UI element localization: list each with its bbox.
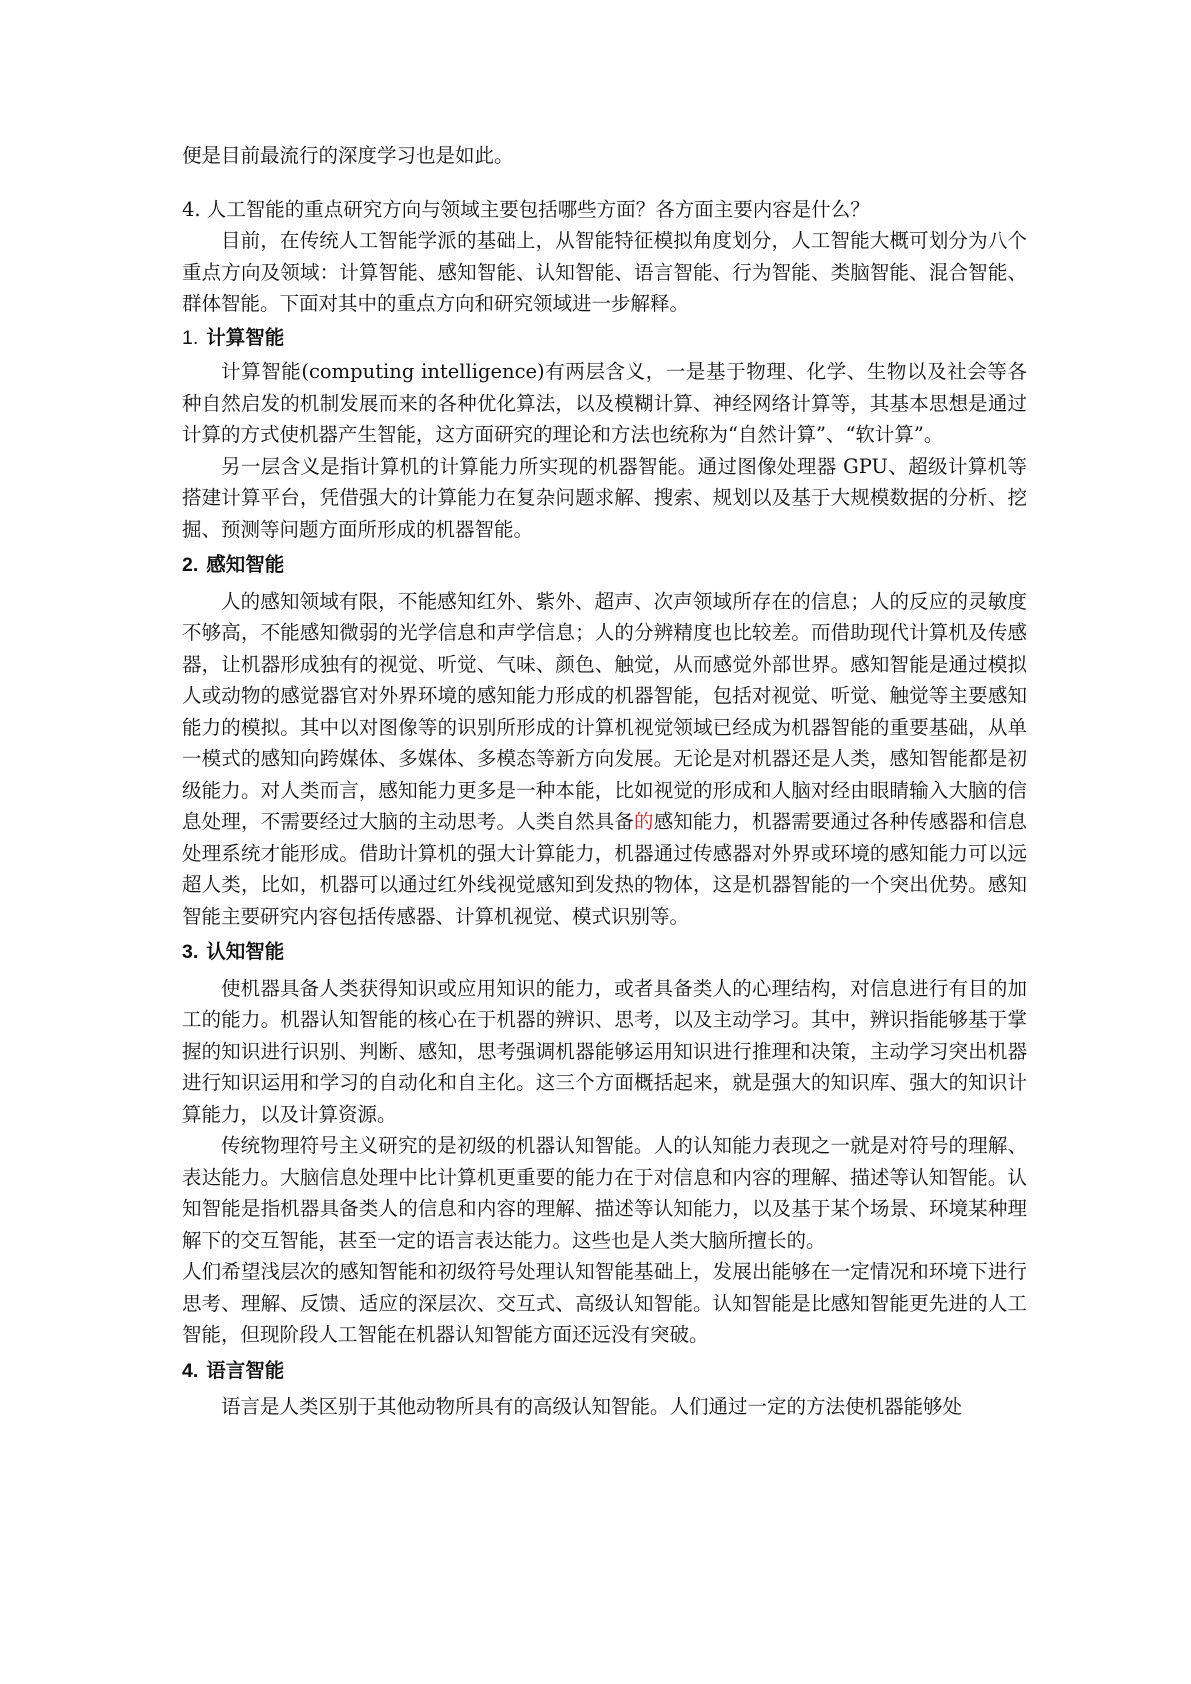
perception-paragraph [182,586,1027,933]
computing-paragraph-1: 计算智能(computing intelligence)有两层含义，一是基于物理、化学、生物以及社会等各种自然启发的机制发展而来的各种优化算法，以及模糊计算、神经网络计算等，其基本思想是通过计算的方式使机器产生智能，这方面研究的理论和方法也统称为“自然计算”、“软计算”。 [182,360,1027,446]
section-number: 2. [182,554,199,576]
section-heading-cognition [182,936,1027,969]
section-heading-computing [182,322,1027,355]
intro-paragraph: 目前，在传统人工智能学派的基础上，从智能特征模拟角度划分，人工智能大概可划分为八个重点方向及领域：计算智能、感知智能、认知智能、语言智能、行为智能、类脑智能、混合智能、群体智能。下面对其中的重点方向和研究领域进一步解释。 [182,229,1027,315]
section-number: 1. [182,326,199,349]
section-title: 感知智能 [206,553,285,576]
paragraph-continuation: 便是目前最流行的深度学习也是如此。 [182,144,514,167]
section-title: 认知智能 [206,940,285,963]
section-title: 语言智能 [206,1358,285,1382]
section-heading-language [182,1355,1027,1388]
section-number: 3. [182,941,199,963]
section-title: 计算智能 [206,325,285,349]
language-paragraph-1: 语言是人类区别于其他动物所具有的高级认知智能。人们通过一定的方法使机器能够处 [221,1395,963,1418]
cognition-paragraph-3: 人们希望浅层次的感知智能和初级符号处理认知智能基础上，发展出能够在一定情况和环境下进行思考、理解、反馈、适应的深层次、交互式、高级认知智能。认知智能是比感知智能更先进的人工智能，但现阶段人工智能在机器认知智能方面还远没有突破。 [182,1260,1027,1346]
perception-text-part-1: 人的感知领域有限，不能感知红外、紫外、超声、次声领域所存在的信息；人的反应的灵敏度不够高，不能感知微弱的光学信息和声学信息；人的分辨精度也比较差。而借助现代计算机及传感器，让机器形成独有的视觉、听觉、气味、颜色、触觉，从而感觉外部世界。感知智能是通过模拟人或动物的感觉器官对外界环境的感知能力形成的机器智能，包括对视觉、听觉、触觉等主要感知能力的模拟。其中以对图像等的识别所形成的计算机视觉领域已经成为机器智能的重要基础，从单一模式的感知向跨媒体、多媒体、多模态等新方向发展。无论是对机器还是人类，感知智能都是初级能力。对人类而言，感知能力更多是一种本能，比如视觉的形成和人脑对经由眼睛输入大脑的信息处理，不需要经过大脑的主动思考。人类自然具备 [182,589,1027,833]
cognition-paragraph-2: 传统物理符号主义研究的是初级的机器认知智能。人的认知能力表现之一就是对符号的理解、表达能力。大脑信息处理中比计算机更重要的能力在于对信息和内容的理解、描述等认知智能。认知智能是指机器具备类人的信息和内容的理解、描述等认知能力，以及基于某个场景、环境某种理解下的交互智能，甚至一定的语言表达能力。这些也是人类大脑所擅长的。 [182,1134,1027,1252]
computing-paragraph-2: 另一层含义是指计算机的计算能力所实现的机器智能。通过图像处理器 GPU、超级计算机等搭建计算平台，凭借强大的计算能力在复杂问题求解、搜索、规划以及基于大规模数据的分析、挖掘、预测等问题方面所形成的机器智能。 [182,454,1027,541]
cognition-paragraph-1: 使机器具备人类获得知识或应用知识的能力，或者具备类人的心理结构，对信息进行有目的加工的能力。机器认知智能的核心在于机器的辨识、思考，以及主动学习。其中，辨识指能够基于掌握的知识进行识别、判断、感知，思考强调机器能够运用知识进行推理和决策，主动学习突出机器进行知识运用和学习的自动化和自主化。这三个方面概括起来，就是强大的知识库、强大的知识计算能力，以及计算资源。 [182,976,1027,1126]
section-number: 4. [182,1359,199,1382]
highlighted-char: 的 [634,810,654,833]
document-page [182,140,1027,1423]
question-heading: 4. 人工智能的重点研究方向与领域主要包括哪些方面？各方面主要内容是什么？ [182,197,870,221]
perception-text-part-2: 感知能力，机器需要通过各种传感器和信息处理系统才能形成。借助计算机的强大计算能力，机器通过传感器对外界或环境的感知能力可以远超人类，比如，机器可以通过红外线视觉感知到发热的物体，这是机器智能的一个突出优势。感知智能主要研究内容包括传感器、计算机视觉、模式识别等。 [182,810,1027,928]
section-heading-perception [182,549,1027,582]
